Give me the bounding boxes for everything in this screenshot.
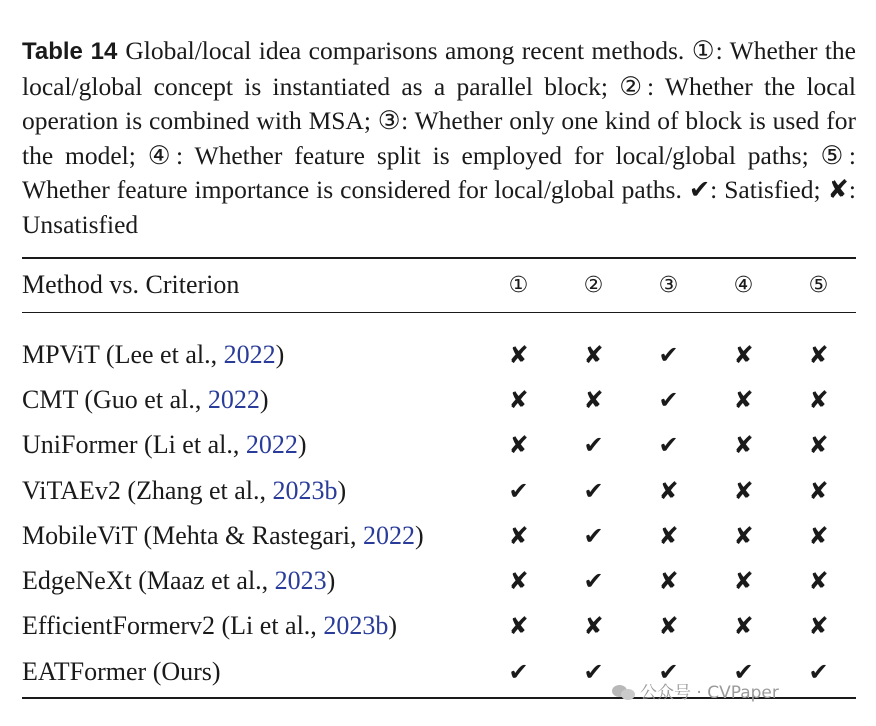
criterion-1-mark: ✘	[508, 567, 529, 596]
method-name: ViTAEv2 (Zhang et al.,	[22, 475, 273, 505]
method-cell	[22, 649, 481, 694]
wechat-icon	[612, 683, 636, 701]
citation-link[interactable]: 2022	[245, 430, 298, 460]
header-criterion-4: ④	[733, 272, 754, 298]
method-suffix: )	[414, 520, 424, 550]
criterion-4-mark: ✘	[733, 567, 754, 596]
comparison-table	[22, 260, 856, 694]
criterion-4-mark: ✘	[733, 612, 754, 641]
criterion-3-mark: ✔	[658, 431, 679, 460]
criterion-2-mark: ✘	[583, 385, 604, 414]
criterion-5-mark: ✘	[808, 340, 829, 369]
criterion-1-mark: ✔	[508, 476, 529, 505]
criterion-2-mark: ✔	[583, 521, 604, 550]
table-row	[22, 377, 856, 422]
caption-text: Global/local idea comparisons among recent methods. ①: Whether the local/global concept is instantiated as a parallel block; ②: Whether the local operation is combined with MSA; ③: Whether only one kind of block is used for the model; ④: Whether feature split is employed for local/global paths; ⑤: Whether feature importance is considered for local/global paths. ✔: Satisfied; ✘: Unsatisfied	[22, 36, 857, 239]
criterion-1-mark: ✘	[508, 431, 529, 460]
criterion-5-mark: ✘	[808, 521, 829, 550]
spacer-row	[22, 310, 856, 332]
watermark-text: 公众号 · CVPaper	[640, 683, 779, 703]
criterion-4-mark: ✘	[733, 476, 754, 505]
criterion-4-mark: ✘	[733, 521, 754, 550]
criterion-2-mark: ✔	[583, 476, 604, 505]
citation-link[interactable]: 2022	[362, 520, 415, 550]
criterion-2-mark: ✔	[583, 657, 604, 686]
table-row	[22, 513, 856, 558]
criterion-4-mark: ✔	[733, 657, 754, 686]
criterion-2-mark: ✔	[583, 567, 604, 596]
criterion-4-mark: ✘	[733, 340, 754, 369]
table-row	[22, 468, 856, 513]
citation-link[interactable]: 2023b	[272, 475, 338, 505]
watermark	[612, 678, 779, 703]
method-cell	[22, 513, 481, 558]
method-name: UniFormer (Li et al.,	[22, 430, 246, 460]
criterion-1-mark: ✘	[508, 340, 529, 369]
criterion-3-mark: ✘	[658, 521, 679, 550]
method-name: MPViT (Lee et al.,	[22, 339, 224, 369]
criterion-5-mark: ✘	[808, 612, 829, 641]
criterion-3-mark: ✔	[658, 657, 679, 686]
header-criterion-3: ③	[658, 272, 679, 298]
method-cell	[22, 558, 481, 603]
method-suffix: )	[388, 611, 397, 641]
criterion-1-mark: ✘	[508, 385, 529, 414]
criterion-5-mark: ✘	[808, 431, 829, 460]
criterion-3-mark: ✔	[658, 385, 679, 414]
method-suffix: )	[337, 475, 347, 505]
criterion-5-mark: ✘	[808, 476, 829, 505]
criterion-4-mark: ✘	[733, 385, 754, 414]
method-cell	[22, 604, 481, 649]
method-name: MobileViT (Mehta & Rastegari,	[22, 520, 363, 550]
method-suffix: )	[259, 384, 269, 414]
method-cell	[22, 332, 481, 377]
citation-link[interactable]: 2023	[274, 566, 327, 596]
top-rule	[22, 257, 856, 259]
header-criterion-5: ⑤	[808, 272, 829, 298]
caption-label: Table 14	[22, 38, 118, 65]
criterion-4-mark: ✘	[733, 431, 754, 460]
method-name: EfficientFormerv2 (Li et al.,	[22, 611, 324, 641]
criterion-3-mark: ✘	[658, 567, 679, 596]
table-row	[22, 604, 856, 649]
table-row	[22, 423, 856, 468]
criterion-3-mark: ✔	[658, 340, 679, 369]
method-suffix: )	[275, 339, 285, 369]
criterion-1-mark: ✘	[508, 521, 529, 550]
criterion-3-mark: ✘	[658, 612, 679, 641]
criterion-3-mark: ✘	[658, 476, 679, 505]
criterion-2-mark: ✘	[583, 340, 604, 369]
header-criterion-2: ②	[583, 272, 604, 298]
method-cell	[22, 377, 481, 422]
criterion-2-mark: ✘	[583, 612, 604, 641]
criterion-1-mark: ✘	[508, 612, 529, 641]
criterion-5-mark: ✘	[808, 385, 829, 414]
criterion-2-mark: ✔	[583, 431, 604, 460]
header-row	[22, 260, 856, 310]
criterion-1-mark: ✔	[508, 657, 529, 686]
method-suffix: )	[326, 566, 336, 596]
method-name: CMT (Guo et al.,	[22, 384, 208, 414]
citation-link[interactable]: 2023b	[323, 611, 389, 641]
criterion-5-mark: ✘	[808, 567, 829, 596]
header-method: Method vs. Criterion	[22, 270, 240, 299]
method-cell	[22, 423, 481, 468]
header-criterion-1: ①	[508, 272, 529, 298]
citation-link[interactable]: 2022	[223, 339, 276, 369]
table-row	[22, 558, 856, 603]
table-caption	[22, 34, 856, 243]
method-name: EATFormer (Ours)	[22, 656, 221, 686]
method-name: EdgeNeXt (Maaz et al.,	[22, 566, 275, 596]
table-row	[22, 332, 856, 377]
method-cell	[22, 468, 481, 513]
criterion-5-mark: ✔	[808, 657, 829, 686]
citation-link[interactable]: 2022	[207, 384, 260, 414]
method-suffix: )	[297, 430, 307, 460]
